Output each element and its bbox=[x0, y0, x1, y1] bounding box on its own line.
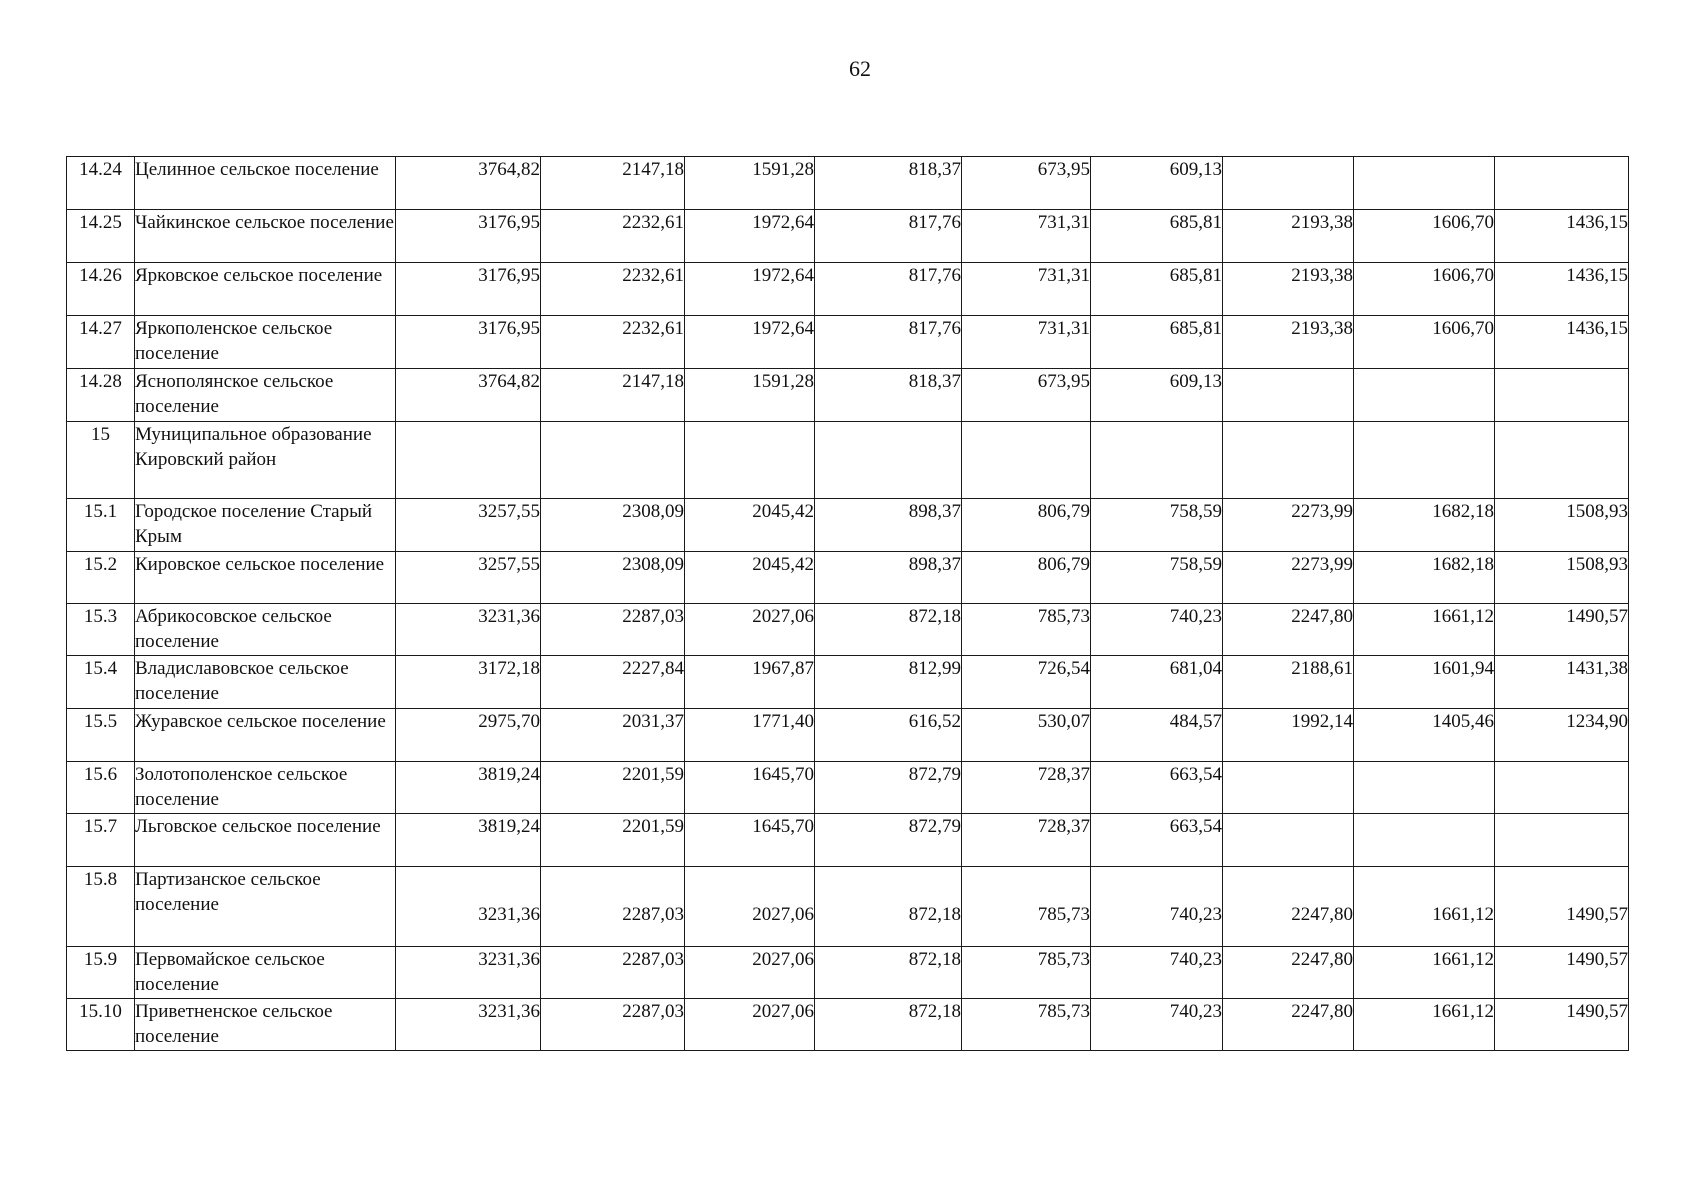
value-cell: 3819,24 bbox=[396, 762, 541, 814]
value-cell: 3172,18 bbox=[396, 656, 541, 709]
value-cell: 3231,36 bbox=[396, 947, 541, 999]
value-cell: 3819,24 bbox=[396, 814, 541, 867]
value-cell: 3176,95 bbox=[396, 316, 541, 369]
value-cell bbox=[1223, 369, 1354, 422]
value-cell: 1972,64 bbox=[685, 210, 815, 263]
value-cell: 663,54 bbox=[1091, 762, 1223, 814]
value-cell: 817,76 bbox=[815, 316, 962, 369]
value-cell: 3257,55 bbox=[396, 499, 541, 552]
value-cell: 1661,12 bbox=[1354, 867, 1495, 947]
table-row bbox=[67, 210, 1629, 263]
value-cell: 2027,06 bbox=[685, 867, 815, 947]
value-cell: 681,04 bbox=[1091, 656, 1223, 709]
settlement-name: Городское поселение Старый Крым bbox=[135, 499, 396, 552]
value-cell: 872,79 bbox=[815, 814, 962, 867]
row-number: 14.25 bbox=[67, 210, 135, 263]
row-number: 15.1 bbox=[67, 499, 135, 552]
value-cell: 1661,12 bbox=[1354, 604, 1495, 656]
value-cell: 872,18 bbox=[815, 867, 962, 947]
value-cell: 2193,38 bbox=[1223, 263, 1354, 316]
value-cell: 2232,61 bbox=[541, 316, 685, 369]
value-cell: 673,95 bbox=[962, 369, 1091, 422]
settlement-name: Владиславовское сельское поселение bbox=[135, 656, 396, 709]
row-number: 15.7 bbox=[67, 814, 135, 867]
table-row bbox=[67, 422, 1629, 499]
value-cell: 818,37 bbox=[815, 157, 962, 210]
value-cell: 818,37 bbox=[815, 369, 962, 422]
settlement-name: Кировское сельское поселение bbox=[135, 552, 396, 604]
value-cell: 2287,03 bbox=[541, 999, 685, 1051]
value-cell: 1405,46 bbox=[1354, 709, 1495, 762]
value-cell: 3231,36 bbox=[396, 604, 541, 656]
value-cell: 726,54 bbox=[962, 656, 1091, 709]
table-row bbox=[67, 552, 1629, 604]
value-cell: 3764,82 bbox=[396, 157, 541, 210]
value-cell: 785,73 bbox=[962, 867, 1091, 947]
value-cell bbox=[396, 422, 541, 499]
settlement-name: Ярковское сельское поселение bbox=[135, 263, 396, 316]
page-number: 62 bbox=[849, 56, 871, 81]
value-cell: 2273,99 bbox=[1223, 552, 1354, 604]
table-row bbox=[67, 316, 1629, 369]
value-cell: 2232,61 bbox=[541, 263, 685, 316]
settlement-name: Журавское сельское поселение bbox=[135, 709, 396, 762]
value-cell bbox=[1354, 814, 1495, 867]
row-number: 15 bbox=[67, 422, 135, 499]
value-cell: 1771,40 bbox=[685, 709, 815, 762]
settlement-name: Целинное сельское поселение bbox=[135, 157, 396, 210]
value-cell: 1661,12 bbox=[1354, 999, 1495, 1051]
table-row bbox=[67, 369, 1629, 422]
value-cell: 1591,28 bbox=[685, 369, 815, 422]
value-cell: 2287,03 bbox=[541, 947, 685, 999]
value-cell: 1490,57 bbox=[1495, 947, 1629, 999]
value-cell: 1490,57 bbox=[1495, 867, 1629, 947]
value-cell: 1967,87 bbox=[685, 656, 815, 709]
value-cell: 2227,84 bbox=[541, 656, 685, 709]
table-row bbox=[67, 499, 1629, 552]
value-cell bbox=[1495, 814, 1629, 867]
value-cell: 785,73 bbox=[962, 999, 1091, 1051]
value-cell: 2147,18 bbox=[541, 369, 685, 422]
table-row bbox=[67, 762, 1629, 814]
value-cell: 2193,38 bbox=[1223, 316, 1354, 369]
value-cell: 609,13 bbox=[1091, 369, 1223, 422]
table-row bbox=[67, 709, 1629, 762]
value-cell: 1972,64 bbox=[685, 263, 815, 316]
row-number: 14.26 bbox=[67, 263, 135, 316]
settlement-name: Льговское сельское поселение bbox=[135, 814, 396, 867]
row-number: 14.24 bbox=[67, 157, 135, 210]
value-cell: 2247,80 bbox=[1223, 999, 1354, 1051]
value-cell: 872,18 bbox=[815, 947, 962, 999]
value-cell bbox=[1495, 157, 1629, 210]
settlement-name: Яркополенское сельское поселение bbox=[135, 316, 396, 369]
value-cell: 2247,80 bbox=[1223, 604, 1354, 656]
value-cell: 872,79 bbox=[815, 762, 962, 814]
value-cell bbox=[1223, 157, 1354, 210]
value-cell: 2045,42 bbox=[685, 499, 815, 552]
value-cell: 616,52 bbox=[815, 709, 962, 762]
row-number: 15.5 bbox=[67, 709, 135, 762]
value-cell bbox=[1354, 422, 1495, 499]
value-cell bbox=[1223, 762, 1354, 814]
table-row bbox=[67, 604, 1629, 656]
value-cell bbox=[1495, 369, 1629, 422]
value-cell: 740,23 bbox=[1091, 947, 1223, 999]
value-cell: 609,13 bbox=[1091, 157, 1223, 210]
value-cell: 1682,18 bbox=[1354, 499, 1495, 552]
value-cell: 872,18 bbox=[815, 999, 962, 1051]
value-cell: 731,31 bbox=[962, 316, 1091, 369]
value-cell: 2201,59 bbox=[541, 762, 685, 814]
row-number: 15.6 bbox=[67, 762, 135, 814]
table-row bbox=[67, 814, 1629, 867]
value-cell: 1234,90 bbox=[1495, 709, 1629, 762]
value-cell: 2193,38 bbox=[1223, 210, 1354, 263]
value-cell: 2287,03 bbox=[541, 604, 685, 656]
table-row bbox=[67, 999, 1629, 1051]
value-cell: 2232,61 bbox=[541, 210, 685, 263]
row-number: 15.3 bbox=[67, 604, 135, 656]
value-cell: 3231,36 bbox=[396, 999, 541, 1051]
value-cell: 740,23 bbox=[1091, 999, 1223, 1051]
value-cell: 1601,94 bbox=[1354, 656, 1495, 709]
settlement-name: Абрикосовское сельское поселение bbox=[135, 604, 396, 656]
value-cell: 1661,12 bbox=[1354, 947, 1495, 999]
value-cell: 673,95 bbox=[962, 157, 1091, 210]
value-cell bbox=[962, 422, 1091, 499]
table-row bbox=[67, 263, 1629, 316]
value-cell: 1490,57 bbox=[1495, 999, 1629, 1051]
value-cell: 685,81 bbox=[1091, 210, 1223, 263]
row-number: 15.9 bbox=[67, 947, 135, 999]
value-cell bbox=[1354, 762, 1495, 814]
value-cell: 530,07 bbox=[962, 709, 1091, 762]
value-cell: 3231,36 bbox=[396, 867, 541, 947]
row-number: 15.4 bbox=[67, 656, 135, 709]
value-cell: 1436,15 bbox=[1495, 263, 1629, 316]
value-cell: 685,81 bbox=[1091, 316, 1223, 369]
value-cell: 731,31 bbox=[962, 210, 1091, 263]
value-cell: 1436,15 bbox=[1495, 210, 1629, 263]
value-cell: 1431,38 bbox=[1495, 656, 1629, 709]
value-cell: 1606,70 bbox=[1354, 263, 1495, 316]
value-cell bbox=[1495, 762, 1629, 814]
value-cell: 785,73 bbox=[962, 947, 1091, 999]
value-cell: 2975,70 bbox=[396, 709, 541, 762]
value-cell: 1508,93 bbox=[1495, 499, 1629, 552]
value-cell: 3176,95 bbox=[396, 263, 541, 316]
value-cell: 817,76 bbox=[815, 210, 962, 263]
value-cell: 2027,06 bbox=[685, 604, 815, 656]
settlement-name: Золотополенское сельское поселение bbox=[135, 762, 396, 814]
value-cell: 1972,64 bbox=[685, 316, 815, 369]
value-cell: 806,79 bbox=[962, 552, 1091, 604]
value-cell: 1992,14 bbox=[1223, 709, 1354, 762]
value-cell bbox=[1495, 422, 1629, 499]
value-cell: 728,37 bbox=[962, 814, 1091, 867]
value-cell: 758,59 bbox=[1091, 552, 1223, 604]
value-cell: 1591,28 bbox=[685, 157, 815, 210]
table-body bbox=[67, 157, 1629, 1051]
settlement-name: Партизанское сельское поселение bbox=[135, 867, 396, 947]
value-cell: 2273,99 bbox=[1223, 499, 1354, 552]
value-cell bbox=[1091, 422, 1223, 499]
value-cell: 785,73 bbox=[962, 604, 1091, 656]
tariff-table bbox=[66, 156, 1629, 1051]
value-cell: 3257,55 bbox=[396, 552, 541, 604]
value-cell bbox=[1354, 369, 1495, 422]
value-cell bbox=[815, 422, 962, 499]
settlement-name: Приветненское сельское поселение bbox=[135, 999, 396, 1051]
value-cell bbox=[541, 422, 685, 499]
value-cell: 817,76 bbox=[815, 263, 962, 316]
value-cell: 2188,61 bbox=[1223, 656, 1354, 709]
value-cell: 812,99 bbox=[815, 656, 962, 709]
value-cell: 685,81 bbox=[1091, 263, 1223, 316]
value-cell: 1508,93 bbox=[1495, 552, 1629, 604]
value-cell: 2147,18 bbox=[541, 157, 685, 210]
value-cell: 1682,18 bbox=[1354, 552, 1495, 604]
value-cell: 2308,09 bbox=[541, 552, 685, 604]
settlement-name: Муниципальное образование Кировский район bbox=[135, 422, 396, 499]
value-cell: 2031,37 bbox=[541, 709, 685, 762]
table-row bbox=[67, 947, 1629, 999]
value-cell: 1436,15 bbox=[1495, 316, 1629, 369]
value-cell: 758,59 bbox=[1091, 499, 1223, 552]
value-cell: 484,57 bbox=[1091, 709, 1223, 762]
value-cell: 740,23 bbox=[1091, 867, 1223, 947]
value-cell: 2247,80 bbox=[1223, 867, 1354, 947]
value-cell bbox=[685, 422, 815, 499]
value-cell bbox=[1223, 814, 1354, 867]
value-cell bbox=[1354, 157, 1495, 210]
value-cell: 1645,70 bbox=[685, 814, 815, 867]
value-cell: 2308,09 bbox=[541, 499, 685, 552]
table-row bbox=[67, 157, 1629, 210]
value-cell: 1490,57 bbox=[1495, 604, 1629, 656]
row-number: 14.27 bbox=[67, 316, 135, 369]
value-cell: 740,23 bbox=[1091, 604, 1223, 656]
row-number: 14.28 bbox=[67, 369, 135, 422]
settlement-name: Первомайское сельское поселение bbox=[135, 947, 396, 999]
value-cell: 872,18 bbox=[815, 604, 962, 656]
table-row bbox=[67, 867, 1629, 947]
value-cell: 1645,70 bbox=[685, 762, 815, 814]
row-number: 15.10 bbox=[67, 999, 135, 1051]
settlement-name: Чайкинское сельское поселение bbox=[135, 210, 396, 263]
table-row bbox=[67, 656, 1629, 709]
value-cell: 1606,70 bbox=[1354, 316, 1495, 369]
value-cell: 3176,95 bbox=[396, 210, 541, 263]
row-number: 15.2 bbox=[67, 552, 135, 604]
value-cell: 2027,06 bbox=[685, 947, 815, 999]
value-cell: 2045,42 bbox=[685, 552, 815, 604]
value-cell: 898,37 bbox=[815, 499, 962, 552]
value-cell: 731,31 bbox=[962, 263, 1091, 316]
value-cell: 1606,70 bbox=[1354, 210, 1495, 263]
row-number: 15.8 bbox=[67, 867, 135, 947]
value-cell bbox=[1223, 422, 1354, 499]
value-cell: 2247,80 bbox=[1223, 947, 1354, 999]
value-cell: 3764,82 bbox=[396, 369, 541, 422]
value-cell: 663,54 bbox=[1091, 814, 1223, 867]
value-cell: 898,37 bbox=[815, 552, 962, 604]
value-cell: 728,37 bbox=[962, 762, 1091, 814]
settlement-name: Яснополянское сельское поселение bbox=[135, 369, 396, 422]
value-cell: 2027,06 bbox=[685, 999, 815, 1051]
value-cell: 2287,03 bbox=[541, 867, 685, 947]
value-cell: 2201,59 bbox=[541, 814, 685, 867]
value-cell: 806,79 bbox=[962, 499, 1091, 552]
